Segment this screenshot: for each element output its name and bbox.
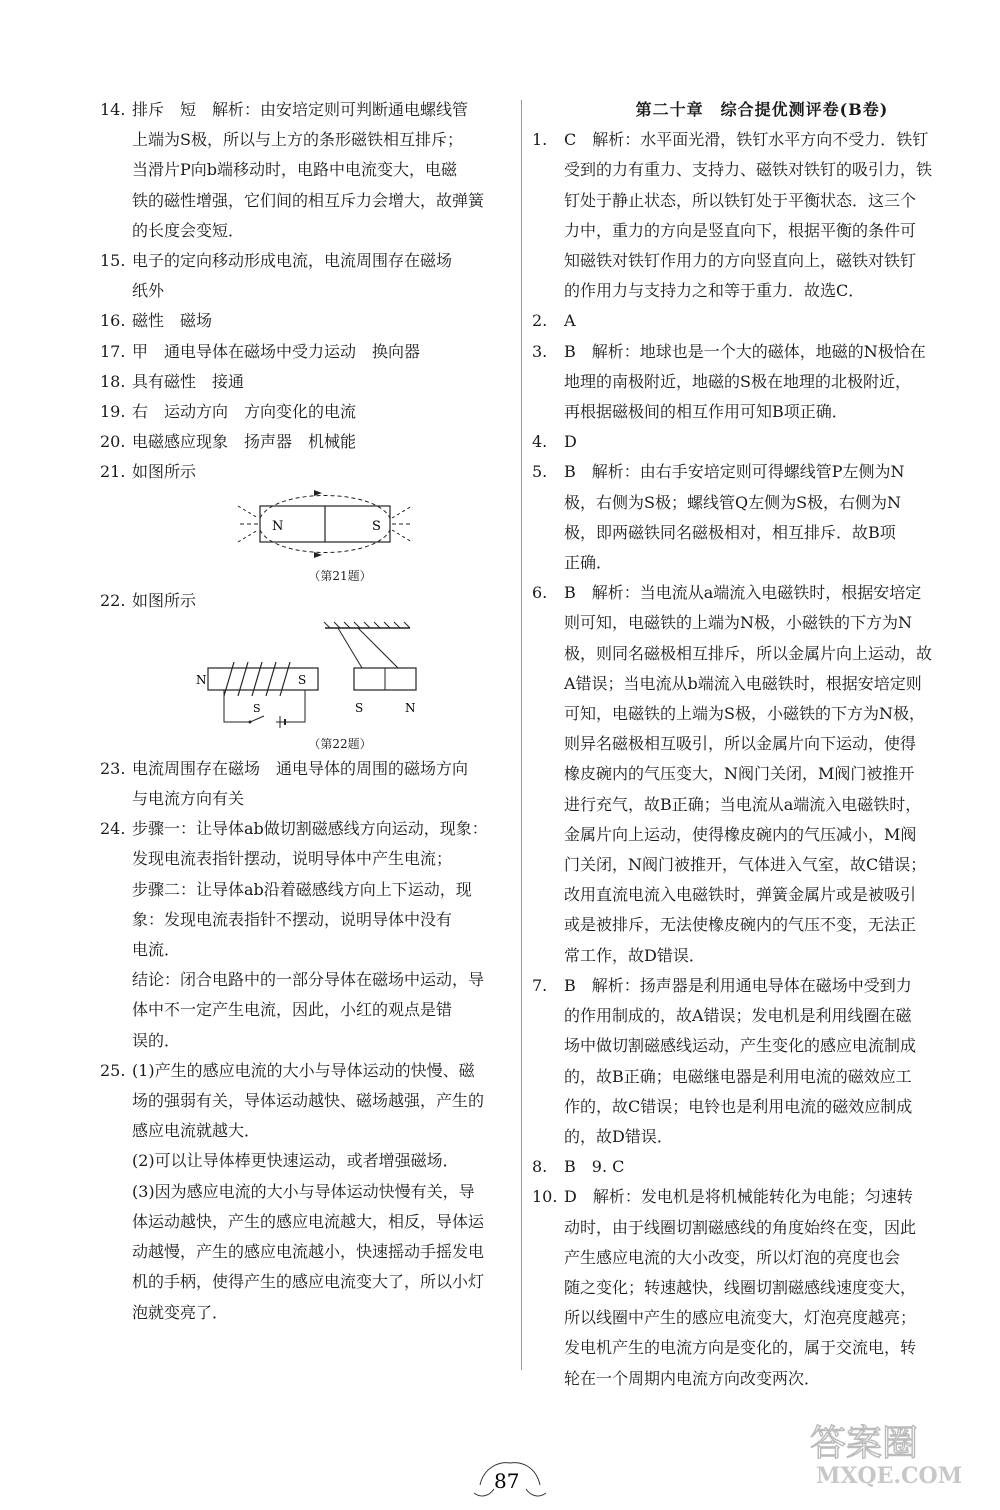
answer-2 [532,306,952,336]
answer-line: 结论：闭合电路中的一部分导体在磁场中运动，导 [132,970,485,990]
fig22-coil-s: S [298,672,307,687]
answer-line: 可知，电磁铁的上端为S极，小磁铁的下方为N极， [564,704,925,724]
answer-line: 场的强弱有关，导体运动越快、磁场越强，产生的 [132,1091,485,1111]
question-number: 20. [100,432,126,452]
answer-line: C 解析：水平面光滑，铁钉水平方向不受力．铁钉 [564,130,929,150]
answer-line: A错误；当电流从b端流入电磁铁时，根据安培定则 [564,673,922,693]
answer-21 [100,457,520,487]
answer-line: 泡就变亮了． [132,1302,229,1322]
answer-line: 的，故D错误． [564,1126,673,1146]
answer-line: 铁的磁性增强，它们间的相互斥力会增大，故弹簧 [132,190,485,210]
answer-line: 极，右侧为S极；螺线管Q左侧为S极，右侧为N [564,492,902,512]
answer-14 [100,95,520,246]
fig22-switch-label: S [253,701,261,715]
fig21-caption: （第21题） [308,568,372,583]
answer-line: D 解析：发电机是将机械能转化为电能；匀速转 [564,1187,913,1207]
answer-line: 再根据磁极间的相互作用可知B项正确． [564,402,848,422]
answer-line: B 9. C [564,1157,625,1177]
answer-line: 门关闭，N阀门被推开，气体进入气室，故C错误； [564,855,927,875]
answer-line: 步骤一：让导体ab做切割磁感线方向运动，现象： [132,819,488,839]
answer-line: 的作用制成的，故A错误；发电机是利用线圈在磁 [564,1006,912,1026]
answer-line: 的，故B正确；电磁继电器是利用电流的磁效应工 [564,1066,912,1086]
figure-21 [100,488,520,586]
answer-line: 感应电流就越大． [132,1121,261,1141]
answer-line: 纸外 [132,281,165,301]
answer-line: A [564,311,576,331]
answer-line: 改用直流电流入电磁铁时，弹簧金属片或是被吸引 [564,885,917,905]
question-number: 16. [100,311,126,331]
answer-18 [100,367,520,397]
question-number: 14. [100,100,126,119]
question-number: 5. [532,462,548,482]
answer-line: 场中做切割磁感线运动，产生变化的感应电流制成 [564,1036,917,1056]
answer-line: 力中，重力的方向是竖直向下，根据平衡的条件可 [564,220,917,240]
fig21-s-label: S [372,518,381,534]
answer-24 [100,814,520,1056]
question-number: 18. [100,371,126,391]
answer-line: 正确． [564,553,613,573]
page-number-badge [470,1455,550,1505]
question-number: 7. [532,975,548,995]
fig22-magnet-n: N [405,700,416,715]
answer-line: (2)可以让导体棒更快速运动，或者增强磁场． [132,1151,459,1171]
answer-line: 上端为S极，所以与上方的条形磁铁相互排斥； [132,130,463,150]
answer-line: 具有磁性 接通 [132,371,245,391]
answer-4 [532,427,952,457]
fig22-caption: （第22题） [308,736,372,751]
answer-1 [532,125,952,306]
answer-3 [532,337,952,428]
answer-line: B 解析：扬声器是利用通电导体在磁场中受到力 [564,975,912,995]
electromagnet-circuit-diagram [100,616,520,736]
answer-16 [100,306,520,336]
answer-line: 动时，由于线圈切割磁感线的角度始终在变，因此 [564,1217,917,1237]
answer-line: B 解析：由右手安培定则可得螺线管P左侧为N [564,462,905,482]
answer-8-9 [532,1152,952,1182]
answer-line: 电子的定向移动形成电流，电流周围存在磁场 [132,251,453,271]
question-number: 19. [100,402,126,422]
answer-line: 机的手柄，使得产生的感应电流变大了，所以小灯 [132,1272,485,1292]
question-number: 6. [532,583,548,603]
answer-line: 甲 通电导体在磁场中受力运动 换向器 [132,341,421,361]
answer-5 [532,457,952,578]
question-number: 3. [532,341,548,361]
answer-15 [100,246,520,306]
answer-line: 的作用力与支持力之和等于重力．故选C． [564,281,865,301]
answer-line: 磁性 磁场 [132,311,213,331]
answer-line: 体中不一定产生电流，因此，小红的观点是错 [132,1000,453,1020]
answer-line: 发电机产生的电流方向是变化的，属于交流电，转 [564,1338,917,1358]
answer-line: 极，则同名磁极相互排斥，所以金属片向上运动，故 [564,643,933,663]
answer-line: 作的，故C错误；电铃也是利用电流的磁效应制成 [564,1096,913,1116]
answer-line: 受到的力有重力、支持力、磁铁对铁钉的吸引力，铁 [564,160,933,180]
answer-line: 产生感应电流的大小改变，所以灯泡的亮度也会 [564,1247,901,1267]
answer-line: 如图所示 [132,462,197,482]
page-number: 87 [494,1469,520,1493]
figure-22 [100,616,520,754]
question-number: 4. [532,432,548,452]
watermark-logo [802,1415,972,1490]
watermark-text: 答案圈 [810,1423,919,1464]
answer-25 [100,1056,520,1328]
question-number: 25. [100,1060,126,1080]
question-number: 17. [100,341,126,361]
answer-20 [100,427,520,457]
answer-line: 地理的南极附近，地磁的S极在地理的北极附近， [564,371,911,391]
answer-19 [100,397,520,427]
question-number: 8. [532,1157,548,1177]
question-number: 21. [100,462,126,482]
answer-line: 常工作，故D错误． [564,945,705,965]
answer-line: (1)产生的感应电流的大小与导体运动的快慢、磁 [132,1060,475,1080]
answer-line: 进行充气，故B正确；当电流从a端流入电磁铁时， [564,794,922,814]
answer-line: 随之变化；转速越快，线圈切割磁感线速度变大， [564,1277,917,1297]
question-number: 2. [532,311,548,331]
answer-line: (3)因为感应电流的大小与导体运动快慢有关，导 [132,1181,475,1201]
answer-line: 右 运动方向 方向变化的电流 [132,402,357,422]
fig22-coil-n: N [196,672,207,687]
watermark-url: MXQE.COM [816,1463,963,1489]
question-number: 10. [532,1187,558,1207]
question-number: 1. [532,130,548,150]
answer-line: 则可知，电磁铁的上端为N极，小磁铁的下方为N [564,613,913,633]
answer-line: 电磁感应现象 扬声器 机械能 [132,432,357,452]
answer-line: 钉处于静止状态，所以铁钉处于平衡状态．这三个 [564,190,917,210]
answer-line: 当滑片P向b端移动时，电路中电流变大，电磁 [132,160,458,180]
answer-line: 与电流方向有关 [132,789,245,809]
answer-6 [532,578,952,971]
answer-10 [532,1182,952,1393]
answer-22 [100,586,520,616]
answer-line: 或是被排斥，无法使橡皮碗内的气压不变，无法正 [564,915,917,935]
answer-line: 动越慢，产生的感应电流越小，快速摇动手摇发电 [132,1242,485,1262]
answer-line: 体运动越快，产生的感应电流越大，相反，导体运 [132,1211,485,1231]
bar-magnet-field-diagram [100,488,520,568]
answer-line: 发现电流表指针摆动，说明导体中产生电流； [132,849,453,869]
answer-line: 电流． [132,940,181,960]
left-column [100,95,520,1328]
answer-7 [532,971,952,1152]
answer-line: 如图所示 [132,590,197,610]
answer-line: B 解析：地球也是一个大的磁体，地磁的N极恰在 [564,341,926,361]
answer-line: 知磁铁对铁钉作用力的方向竖直向上，磁铁对铁钉 [564,251,917,271]
question-number: 22. [100,590,126,610]
fig21-n-label: N [272,518,284,534]
question-number: 23. [100,758,126,778]
answer-line: 轮在一个周期内电流方向改变两次． [564,1368,821,1388]
answer-line: 象：发现电流表指针不摆动，说明导体中没有 [132,909,453,929]
answer-line: 橡皮碗内的气压变大，N阀门关闭，M阀门被推开 [564,764,915,784]
answer-line: 金属片向上运动，使得橡皮碗内的气压减小，M阀 [564,824,917,844]
answer-17 [100,337,520,367]
right-column [532,95,952,1394]
fig22-magnet-s: S [355,700,364,715]
question-number: 24. [100,819,126,839]
answer-line: 则异名磁极相互吸引，所以金属片向下运动，使得 [564,734,917,754]
answer-line: 极，即两磁铁同名磁极相对，相互排斥．故B项 [564,522,896,542]
answer-line: 步骤二：让导体ab沿着磁感线方向上下运动，现 [132,879,472,899]
answer-23 [100,754,520,814]
answer-line: B 解析：当电流从a端流入电磁铁时，根据安培定 [564,583,922,603]
answer-line: 误的． [132,1030,181,1050]
answer-line: 电流周围存在磁场 通电导体的周围的磁场方向 [132,758,469,778]
answer-line: D [564,432,577,452]
chapter-title: 第二十章 综合提优测评卷(B卷) [635,100,889,119]
answer-line: 的长度会变短． [132,220,245,240]
answer-line: 排斥 短 解析：由安培定则可判断通电螺线管 [132,100,469,119]
answer-line: 所以线圈中产生的感应电流变大，灯泡亮度越亮； [564,1308,917,1328]
question-number: 15. [100,251,126,271]
